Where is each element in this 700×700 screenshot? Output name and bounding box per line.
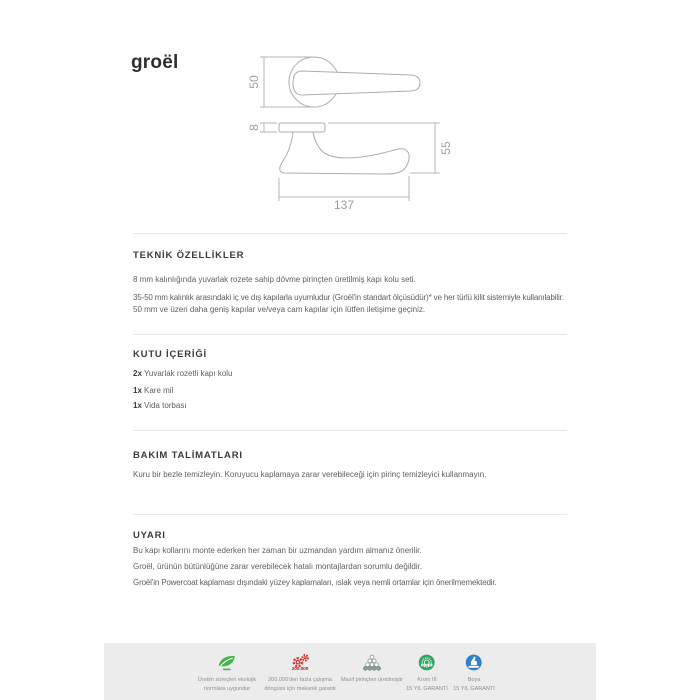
dim-handle-length: 137 bbox=[333, 198, 355, 212]
lever-side-view bbox=[280, 132, 409, 174]
technical-drawing bbox=[238, 45, 468, 215]
gears-icon bbox=[264, 654, 335, 667]
brand-logo: groël bbox=[131, 52, 179, 73]
item-quantity: 1x bbox=[133, 386, 142, 395]
leaf-icon bbox=[198, 654, 256, 671]
chrome-warranty-badge bbox=[406, 654, 448, 694]
door-handle-drawing bbox=[238, 45, 468, 215]
bakim-paragraph: Kuru bir bezle temizleyin. Koruyucu kaplamaya zarar verebileceği için pirinç temizleyici kullanmayın. bbox=[133, 470, 487, 479]
section-heading-kutu: KUTU İÇERİĞİ bbox=[133, 349, 207, 360]
section-heading-uyari: UYARI bbox=[133, 530, 166, 541]
badge-caption: 200.000'den fazla çalışma döngüsü için mekanik garanti bbox=[264, 676, 336, 692]
brass-pyramid-icon bbox=[341, 654, 403, 671]
dim-rosette-diameter: 50 bbox=[247, 75, 261, 89]
teknik-paragraph-2-line-2: 50 mm ve üzeri daha geniş kapılar ve/veya cam kapılar için lütfen iletişime geçiniz. bbox=[133, 305, 426, 314]
box-content-item bbox=[133, 369, 233, 378]
item-quantity: 2x bbox=[133, 369, 142, 378]
section-heading-teknik: TEKNİK ÖZELLİKLER bbox=[133, 250, 245, 261]
box-content-item bbox=[133, 401, 187, 410]
item-label: Yuvarlak rozetli kapı kolu bbox=[144, 369, 233, 378]
badge-caption: Boya 15 YIL GARANTİ bbox=[453, 677, 495, 692]
item-label: Vida torbası bbox=[144, 401, 187, 410]
eco-badge bbox=[198, 654, 256, 694]
section-heading-bakim: BAKIM TALİMATLARI bbox=[133, 450, 243, 461]
badge-caption: Masif pirinçten üretilmiştir bbox=[340, 677, 404, 683]
cycle-count-label: 200.000 bbox=[291, 667, 309, 672]
box-content-item bbox=[133, 386, 173, 395]
paint-seal-icon bbox=[453, 654, 495, 671]
section-divider bbox=[133, 430, 567, 431]
footer-band bbox=[104, 643, 596, 700]
solid-brass-badge bbox=[341, 654, 403, 685]
teknik-paragraph-1: 8 mm kalınlığında yuvarlak rozete sahip dövme pirinçten üretilmiş kapı kolu seti. bbox=[133, 275, 416, 284]
uyari-line: Bu kapı kollarını monte ederken her zaman bir uzmandan yardım almanız önerilir. bbox=[133, 546, 422, 555]
badge-caption: Krom III 15 YIL GARANTİ bbox=[406, 677, 448, 692]
uyari-line: Groël, ürünün bütünlüğüne zarar verebilecek hatalı montajlardan sorumlu değildir. bbox=[133, 562, 423, 571]
mechanical-warranty-badge bbox=[264, 654, 335, 693]
teknik-paragraph-2-line-1: 35-50 mm kalınlık arasındaki iç ve dış kapılarla uyumludur (Groël'in standart ölçüsüdür)* ve her türlü kilit sistemiyle kullanılabilir. bbox=[133, 293, 564, 302]
dim-handle-height: 55 bbox=[439, 141, 453, 155]
badge-caption: Üretim süreçleri ekolojik normlara uygundur bbox=[197, 677, 257, 692]
item-quantity: 1x bbox=[133, 401, 142, 410]
chrome-seal-icon bbox=[406, 654, 448, 671]
lever-front-view bbox=[293, 71, 420, 95]
section-divider bbox=[133, 233, 567, 234]
uyari-line: Groël'in Powercoat kaplaması dışındaki yüzey kaplamaları, ıslak veya nemli ortamlar için önerilmemektedir. bbox=[133, 578, 497, 587]
section-divider bbox=[133, 514, 567, 515]
section-divider bbox=[133, 334, 567, 335]
rosette-side-view bbox=[279, 123, 325, 132]
item-label: Kare mil bbox=[144, 386, 174, 395]
paint-warranty-badge bbox=[453, 654, 495, 694]
dim-rosette-thickness: 8 bbox=[247, 124, 261, 131]
